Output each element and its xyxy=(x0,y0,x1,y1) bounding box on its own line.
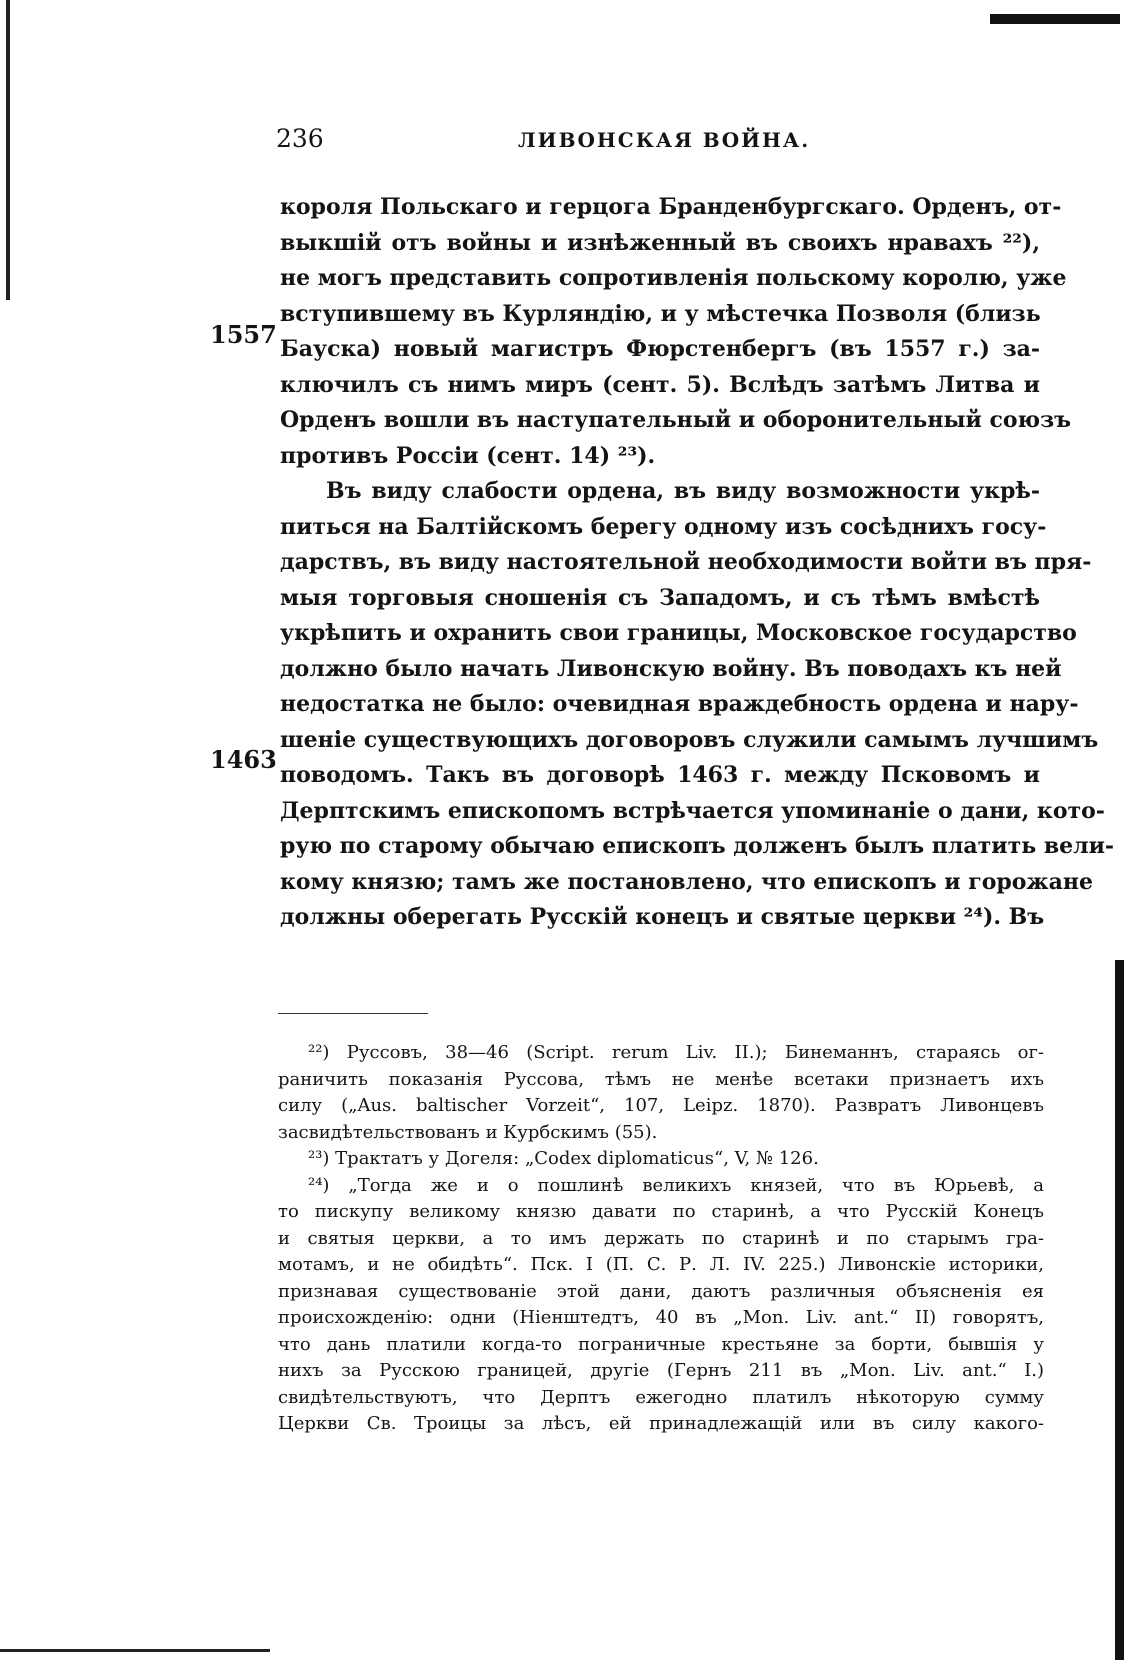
text-line: Въ виду слабости ордена, въ виду возможности укрѣ- xyxy=(326,478,1040,504)
scan-edge-top xyxy=(990,14,1120,24)
text-line: короля Польскаго и герцога Бранденбургскаго. Орденъ, от- xyxy=(280,194,1062,220)
footnote-line: ²⁴) „Тогда же и о пошлинѣ великихъ князей, что въ Юрьевѣ, а xyxy=(308,1174,1044,1196)
footnote-line: и святыя церкви, а то имъ держать по старинѣ и по старымъ гра- xyxy=(278,1227,1044,1249)
text-line: противъ Россіи (сент. 14) ²³). xyxy=(280,442,656,469)
text-line: укрѣпить и охранить свои границы, Московское государство xyxy=(280,620,1077,646)
text-line: кому князю; тамъ же постановлено, что епископъ и горожане xyxy=(280,868,1094,895)
footnote-line: силу („Aus. baltischer Vorzeit“, 107, Leipz. 1870). Развратъ Ливонцевъ xyxy=(278,1095,1044,1116)
main-text xyxy=(280,190,1115,936)
text-line: Дерптскимъ епископомъ встрѣчается упоминаніе о дани, кото- xyxy=(280,797,1105,824)
text-line: недостатка не было: очевидная враждебность ордена и нару- xyxy=(280,691,1079,717)
text-line: дарствъ, въ виду настоятельной необходимости войти въ пря- xyxy=(280,549,1092,575)
footnote-line: происхожденію: одни (Ніенштедтъ, 40 въ „Mon. Liv. ant.“ II) говорятъ, xyxy=(278,1307,1044,1328)
footnote-line: ²³) Трактатъ у Догеля: „Codex diplomaticus“, V, № 126. xyxy=(308,1148,819,1169)
margin-year-1557: 1557 xyxy=(210,320,277,349)
footnote-23 xyxy=(278,1146,1044,1173)
footnote-line: нихъ за Русскою границей, другіе (Гернъ 211 въ „Mon. Liv. ant.“ I.) xyxy=(278,1360,1044,1381)
footnote-line: мотамъ, и не обидѣть“. Пск. I (П. С. Р. Л. IV. 225.) Ливонскіе историки, xyxy=(278,1254,1044,1275)
text-line: не могъ представить сопротивленія польскому королю, уже xyxy=(280,265,1067,291)
text-line: шеніе существующихъ договоровъ служили самымъ лучшимъ xyxy=(280,726,1099,753)
text-line: Бауска) новый магистръ Фюрстенбергъ (въ 1557 г.) за- xyxy=(280,336,1040,362)
footnote-separator xyxy=(278,1013,428,1014)
footnote-line: признавая существованіе этой дани, даютъ различныя объясненія ея xyxy=(278,1280,1044,1302)
paragraph-1 xyxy=(280,190,1072,474)
text-line: должны оберегать Русскій конецъ и святые церкви ²⁴). Въ xyxy=(280,904,1045,930)
footnote-24 xyxy=(278,1173,1044,1438)
text-line: ключилъ съ нимъ миръ (сент. 5). Вслѣдъ затѣмъ Литва и xyxy=(280,371,1040,398)
footnotes xyxy=(278,1040,1044,1438)
running-title: ЛИВОНСКАЯ ВОЙНА. xyxy=(518,128,811,152)
scan-edge-bottom xyxy=(0,1649,270,1652)
text-line: выкшій отъ войны и изнѣженный въ своихъ нравахъ ²²), xyxy=(280,229,1040,256)
text-line: вступившему въ Курляндію, и у мѣстечка Позволя (близь xyxy=(280,300,1041,327)
footnote-22 xyxy=(278,1040,1044,1146)
text-line: поводомъ. Такъ въ договорѣ 1463 г. между Псковомъ и xyxy=(280,762,1040,788)
page-header xyxy=(0,118,1140,158)
footnote-line: раничить показанія Руссова, тѣмъ не менѣе всетаки признаетъ ихъ xyxy=(278,1068,1044,1090)
text-line: Орденъ вошли въ наступательный и оборонительный союзъ xyxy=(280,407,1072,433)
text-line: рую по старому обычаю епископъ долженъ былъ платить вели- xyxy=(280,833,1115,859)
text-line: питься на Балтійскомъ берегу одному изъ сосѣднихъ госу- xyxy=(280,513,1047,540)
margin-year-1463: 1463 xyxy=(210,745,277,774)
footnote-line: Церкви Св. Троицы за лѣсъ, ей принадлежащій или въ силу какого- xyxy=(278,1413,1044,1434)
page-number: 236 xyxy=(276,124,324,153)
footnote-line: свидѣтельствуютъ, что Дерптъ ежегодно платилъ нѣкоторую сумму xyxy=(278,1386,1044,1408)
footnote-line: засвидѣтельствованъ и Курбскимъ (55). xyxy=(278,1121,658,1143)
footnote-line: то пискупу великому князю давати по старинѣ, а что Русскій Конецъ xyxy=(278,1201,1044,1222)
text-line: должно было начать Ливонскую войну. Въ поводахъ къ ней xyxy=(280,655,1062,682)
scan-edge-right xyxy=(1115,960,1124,1660)
text-line: мыя торговыя сношенія съ Западомъ, и съ тѣмъ вмѣстѣ xyxy=(280,584,1040,611)
paragraph-2 xyxy=(280,474,1115,936)
footnote-line: что дань платили когда-то пограничные крестьяне за борти, бывшія у xyxy=(278,1333,1044,1355)
footnote-line: ²²) Руссовъ, 38—46 (Script. rerum Liv. II.); Бинеманнъ, стараясь ог- xyxy=(308,1042,1044,1063)
